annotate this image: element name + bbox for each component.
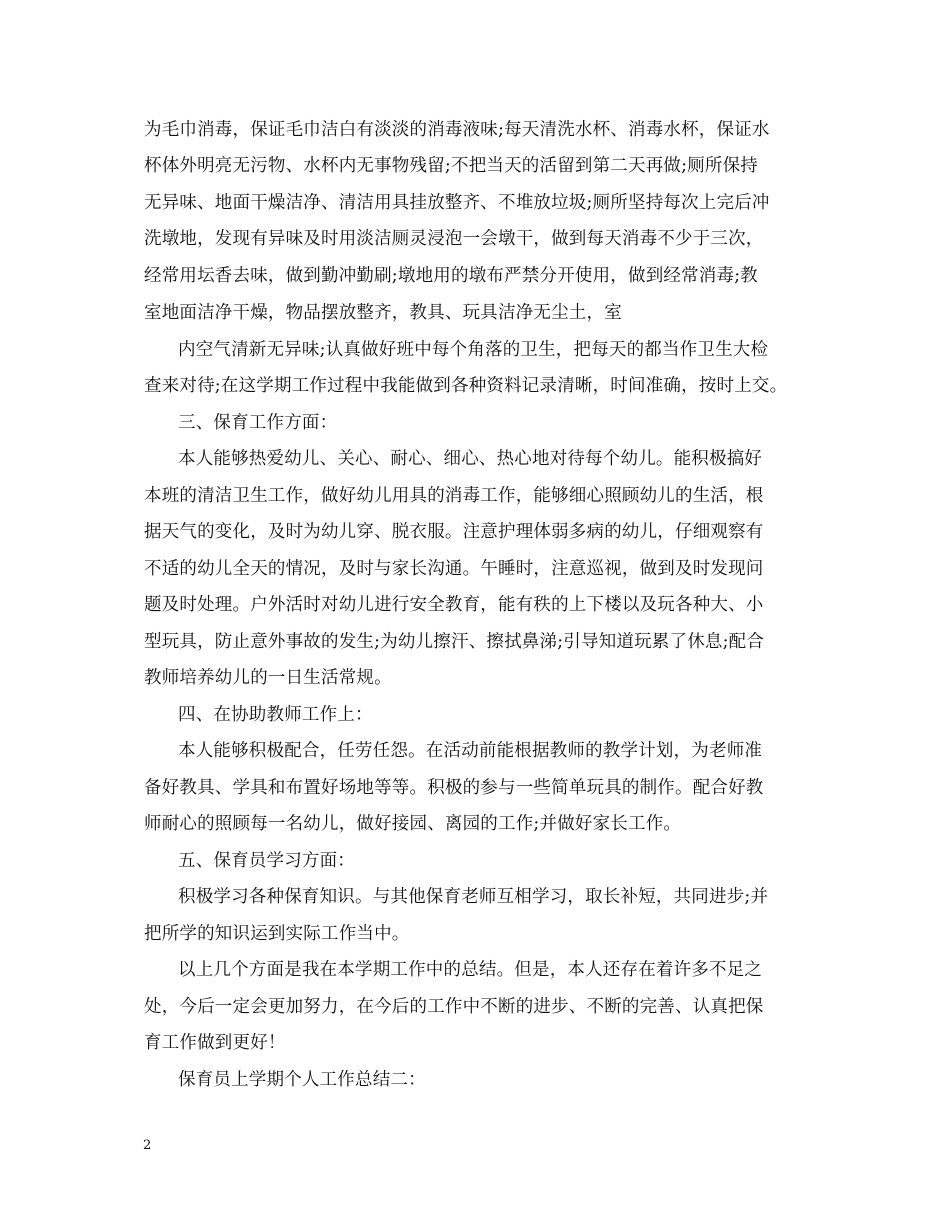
- body-text-line: 不适的幼儿全天的情况，及时与家长沟通。午睡时，注意巡视，做到及时发现问: [144, 559, 764, 579]
- body-text-line: 把所学的知识运到实际工作当中。: [144, 924, 410, 944]
- paragraph-start-line: 内空气清新无异味;认真做好班中每个角落的卫生，把每天的都当作卫生大检: [178, 340, 769, 360]
- section-heading-learning: 五、保育员学习方面：: [178, 851, 355, 871]
- paragraph-start-line: 本人能够积极配合，任劳任怨。在活动前能根据教师的教学计划，为老师准: [178, 741, 763, 761]
- body-text-line: 查来对待;在这学期工作过程中我能做到各种资料记录清晰，时间准确，按时上交。: [144, 376, 788, 396]
- body-text-line: 育工作做到更好！: [144, 1033, 286, 1053]
- body-text-line: 为毛巾消毒，保证毛巾洁白有淡淡的消毒液味;每天清洗水杯、消毒水杯，保证水: [144, 120, 770, 140]
- paragraph-start-line: 以上几个方面是我在本学期工作中的总结。但是，本人还存在着许多不足之: [178, 960, 763, 980]
- body-text-line: 处，今后一定会更加努力，在今后的工作中不断的进步、不断的完善、认真把保: [144, 997, 764, 1017]
- body-text-line: 师耐心的照顾每一名幼儿，做好接园、离园的工作;并做好家长工作。: [144, 814, 682, 834]
- body-text-line: 杯体外明亮无污物、水杯内无事物残留;不把当天的活留到第二天再做;厕所保持: [144, 156, 758, 176]
- section-heading-assisting-teachers: 四、在协助教师工作上：: [178, 705, 373, 725]
- body-text-line: 无异味、地面干燥洁净、清洁用具挂放整齐、不堆放垃圾;厕所坚持每次上完后冲: [144, 193, 770, 213]
- paragraph-start-line: 积极学习各种保育知识。与其他保育老师互相学习，取长补短，共同进步;并: [178, 887, 769, 907]
- body-text-line: 本班的清洁卫生工作，做好幼儿用具的消毒工作，能够细心照顾幼儿的生活，根: [144, 486, 764, 506]
- body-text-line: 教师培养幼儿的一日生活常规。: [144, 668, 392, 688]
- body-text-line: 题及时处理。户外活时对幼儿进行安全教育，能有秩的上下楼以及玩各种大、小: [144, 595, 764, 615]
- section-heading-summary-two: 保育员上学期个人工作总结二：: [178, 1070, 426, 1090]
- page-number: 2: [143, 1138, 152, 1153]
- paragraph-start-line: 本人能够热爱幼儿、关心、耐心、细心、热心地对待每个幼儿。能积极搞好: [178, 449, 763, 469]
- section-heading-childcare: 三、保育工作方面：: [178, 413, 338, 433]
- body-text-line: 经常用坛香去味，做到勤冲勤刷;墩地用的墩布严禁分开使用，做到经常消毒;教: [144, 266, 758, 286]
- body-text-line: 型玩具，防止意外事故的发生;为幼儿擦汗、擦拭鼻涕;引导知道玩累了休息;配合: [144, 632, 765, 652]
- body-text-line: 洗墩地，发现有异味及时用淡洁厕灵浸泡一会墩干，做到每天消毒不少于三次，: [144, 229, 764, 249]
- body-text-line: 备好教具、学具和布置好场地等等。积极的参与一些简单玩具的制作。配合好教: [144, 778, 764, 798]
- body-text-line: 室地面洁净干燥，物品摆放整齐，教具、玩具洁净无尘土，室: [144, 303, 622, 323]
- body-text-line: 据天气的变化，及时为幼儿穿、脱衣服。注意护理体弱多病的幼儿，仔细观察有: [144, 522, 764, 542]
